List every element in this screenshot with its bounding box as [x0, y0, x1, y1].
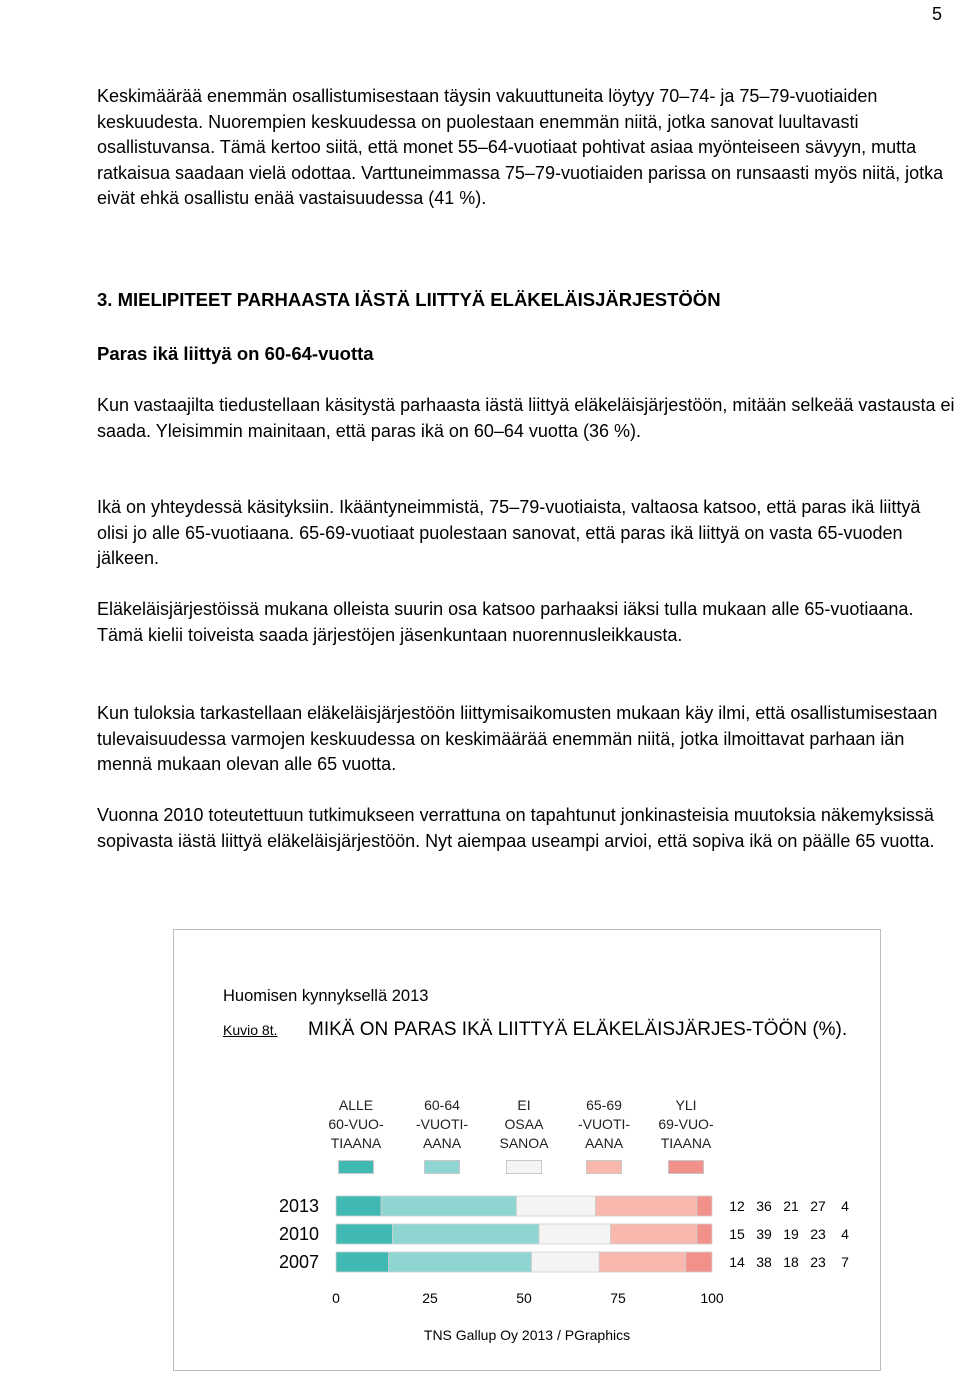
bar-segment — [389, 1252, 532, 1272]
bar-segment — [336, 1224, 392, 1244]
legend-text-line: 65-69 — [586, 1097, 622, 1113]
intro-paragraph: Keskimäärää enemmän osallistumisestaan täysin vakuuttuneita löytyy 70–74- ja 75–79-vuotiaiden keskuudesta. Nuorempien keskuudessa on puolestaan enemmän niitä, jotka sanovat luultavasti osallistuvansa. Tämä kertoo siitä, että monet 55–64-vuotiaat pohtivat asiaa myönteiseen sävyyn, mutta ratkaisua saadaan vielä odottaa. Varttuneimmassa 75–79-vuotiaiden parissa on runsaasti myös niitä, jotka eivät ehkä osallistu enää vastaisuudessa (41 %). — [97, 86, 944, 208]
body-paragraph-2: Ikä on yhteydessä käsityksiin. Ikääntyneimmistä, 75–79-vuotiaista, valtaosa katsoo, että paras ikä liittyä olisi jo alle 65-vuotiaana. 65-69-vuotiaat puolestaan sanovat, että paras ikä liittyä on vasta 65-vuoden jälkeen. — [97, 497, 921, 568]
stacked-bar-chart — [174, 930, 880, 1370]
x-tick-label: 75 — [610, 1290, 626, 1306]
value-label: 7 — [841, 1254, 849, 1270]
legend-text-line: TIAANA — [330, 1135, 382, 1151]
legend-text-line: ALLE — [338, 1097, 374, 1113]
bar-segment — [697, 1196, 712, 1216]
figure-title: MIKÄ ON PARAS IKÄ LIITTYÄ ELÄKELÄISJÄRJES-TÖÖN (%). — [308, 1019, 848, 1040]
figure-source-title: Huomisen kynnyksellä 2013 — [223, 987, 429, 1005]
value-label: 18 — [783, 1254, 799, 1270]
value-label: 4 — [841, 1226, 849, 1242]
figure-box — [173, 929, 881, 1371]
figure-footer: TNS Gallup Oy 2013 / PGraphics — [423, 1327, 631, 1343]
x-tick-label: 50 — [516, 1290, 532, 1306]
bar-segment — [516, 1196, 595, 1216]
legend-text-line: TIAANA — [660, 1135, 712, 1151]
legend-text-line: 60-VUO- — [328, 1116, 384, 1132]
bar-segment — [595, 1196, 697, 1216]
bar-segment — [392, 1224, 539, 1244]
value-label: 39 — [756, 1226, 772, 1242]
section-heading: 3. MIELIPITEET PARHAASTA IÄSTÄ LIITTYÄ ELÄKELÄISJÄRJESTÖÖN — [97, 289, 721, 310]
value-label: 38 — [756, 1254, 772, 1270]
value-label: 15 — [729, 1226, 745, 1242]
x-tick-label: 100 — [700, 1290, 724, 1306]
legend-text-line: YLI — [675, 1097, 697, 1113]
x-tick-label: 0 — [332, 1290, 340, 1306]
value-label: 36 — [756, 1198, 772, 1214]
legend-text-line: EI — [517, 1097, 531, 1113]
value-label: 23 — [810, 1254, 826, 1270]
value-label: 23 — [810, 1226, 826, 1242]
value-label: 4 — [841, 1198, 849, 1214]
subheading: Paras ikä liittyä on 60-64-vuotta — [97, 343, 374, 364]
legend-text-line: AANA — [584, 1135, 624, 1151]
figure-label: Kuvio 8t. — [223, 1022, 278, 1038]
bar-segment — [539, 1224, 610, 1244]
bar-segment — [336, 1252, 389, 1272]
bar-segment — [610, 1224, 696, 1244]
bar-segment — [697, 1224, 712, 1244]
category-label: 2010 — [279, 1224, 320, 1244]
legend-text-line: OSAA — [504, 1116, 544, 1132]
value-label: 14 — [729, 1254, 745, 1270]
value-label: 21 — [783, 1198, 799, 1214]
legend-text-line: 69-VUO- — [658, 1116, 714, 1132]
bar-segment — [532, 1252, 600, 1272]
body-paragraph-4: Kun tuloksia tarkastellaan eläkeläisjärjestöön liittymisaikomusten mukaan käy ilmi, että osallistumisestaan tulevaisuudessa varmojen keskuudessa on keskimäärää enemmän niitä, jotka ilmoittavat parhaan iän mennä mukaan olevan alle 65 vuotta. — [97, 703, 938, 774]
body-paragraph-3: Eläkeläisjärjestöissä mukana olleista suurin osa katsoo parhaaksi iäksi tulla mukaan alle 65-vuotiaana. Tämä kielii toiveista saada järjestöjen jäsenkuntaan nuorennusleikkausta. — [97, 599, 914, 645]
page-number: 5 — [931, 4, 942, 24]
value-label: 27 — [810, 1198, 826, 1214]
bar-segment — [381, 1196, 516, 1216]
value-label: 12 — [729, 1198, 745, 1214]
body-paragraph-5: Vuonna 2010 toteutettuun tutkimukseen verrattuna on tapahtunut jonkinasteisia muutoksia näkemyksissä sopivasta iästä liittyä eläkeläisjärjestöön. Nyt aiempaa useampi arvioi, että sopiva ikä on päälle 65 vuotta. — [97, 805, 935, 851]
legend-text-line: 60-64 — [424, 1097, 460, 1113]
legend-text-line: -VUOTI- — [415, 1116, 469, 1132]
legend-text-line: AANA — [422, 1135, 462, 1151]
legend-text-line: SANOA — [499, 1135, 549, 1151]
bar-segment — [599, 1252, 685, 1272]
body-paragraph-1: Kun vastaajilta tiedustellaan käsitystä parhaasta iästä liittyä eläkeläisjärjestöön, mitään selkeää vastausta ei saada. Yleisimmin mainitaan, että paras ikä on 60–64 vuotta (36 %). — [97, 395, 955, 441]
category-label: 2007 — [279, 1252, 320, 1272]
bar-segment — [336, 1196, 381, 1216]
legend-text-line: -VUOTI- — [577, 1116, 631, 1132]
x-tick-label: 25 — [422, 1290, 438, 1306]
value-label: 19 — [783, 1226, 799, 1242]
bar-segment — [686, 1252, 712, 1272]
category-label: 2013 — [279, 1196, 320, 1216]
